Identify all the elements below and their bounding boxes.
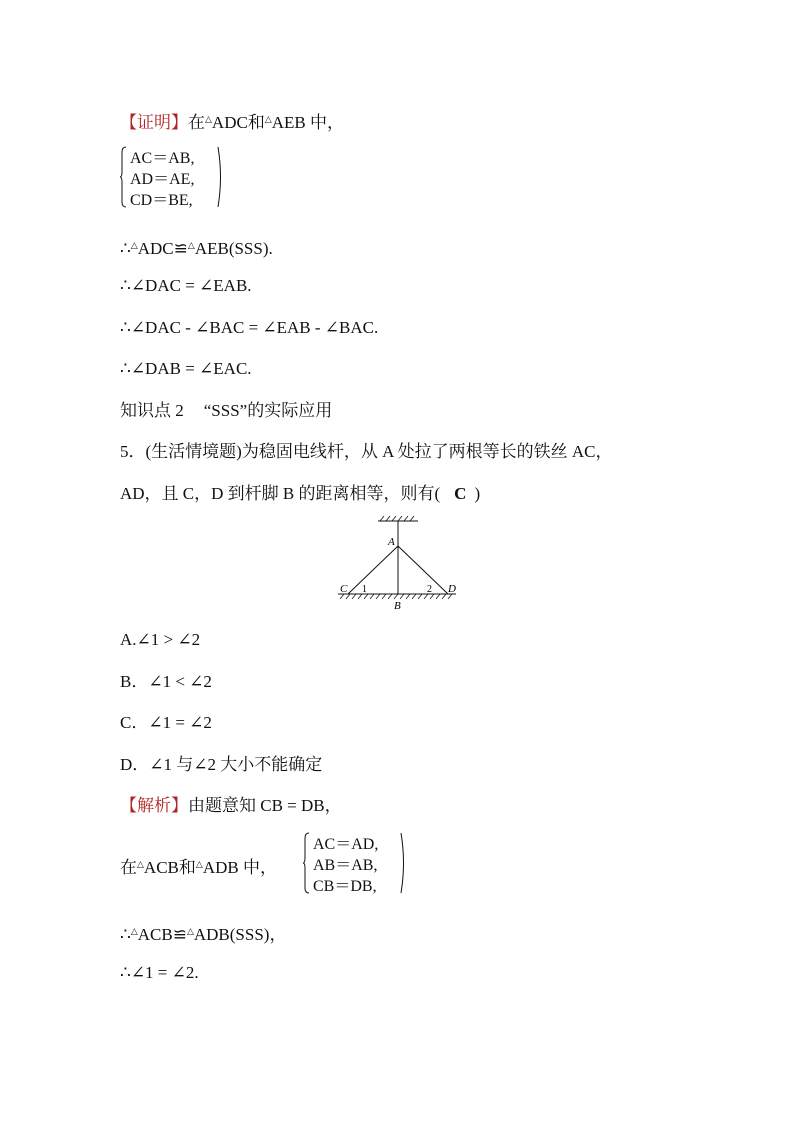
- right-paren-icon: [400, 832, 407, 894]
- proof-step: ∴△ADC≌△AEB(SSS).: [120, 239, 273, 258]
- proof-step: ∴∠DAB = ∠EAC.: [120, 359, 252, 378]
- option-c: C．∠1 = ∠2: [120, 713, 212, 732]
- equation-row: CB＝DB,: [313, 878, 377, 895]
- ground-line: [338, 594, 456, 599]
- triangle-icon: △: [137, 859, 144, 869]
- proof-step: ∴∠DAC - ∠BAC = ∠EAB - ∠BAC.: [120, 318, 379, 337]
- triangle-icon: △: [195, 859, 203, 869]
- proof-step: ∴∠DAC = ∠EAB.: [120, 276, 252, 295]
- analysis-conclusion: ∴△ACB≌△ADB(SSS)，: [120, 925, 287, 944]
- triangle-icon: △: [130, 240, 138, 250]
- triangle-icon: △: [186, 926, 194, 936]
- section-title: “SSS”的实际应用: [203, 401, 333, 420]
- right-paren-icon: [217, 146, 224, 208]
- label-d: D: [448, 583, 456, 595]
- wire-ad: [398, 546, 448, 594]
- triangle-icon: △: [187, 240, 195, 250]
- triangle-icon: △: [130, 926, 138, 936]
- ceiling-mount: [378, 516, 418, 521]
- left-brace-icon: [303, 832, 310, 894]
- equation-row: CD＝BE,: [130, 192, 193, 209]
- question-line-1: 5．(生活情境题)为稳固电线杆，从 A 处拉了两根等长的铁丝 AC，: [120, 442, 613, 461]
- analysis-final: ∴∠1 = ∠2.: [120, 963, 199, 982]
- label-angle-1: 1: [362, 584, 367, 595]
- analysis-tag: 【解析】: [120, 796, 188, 815]
- label-c: C: [340, 583, 348, 595]
- option-d: D．∠1 与∠2 大小不能确定: [120, 755, 323, 774]
- section-heading: [120, 400, 332, 422]
- proof-tag: 【证明】: [120, 113, 188, 132]
- equation-row: AC＝AD,: [313, 836, 379, 853]
- equation-row: AD＝AE,: [130, 171, 195, 188]
- label-b: B: [394, 600, 401, 612]
- label-a: A: [388, 536, 395, 548]
- triangle-icon: △: [264, 114, 272, 124]
- analysis-intro: 在△ACB和△ADB 中，: [120, 858, 277, 877]
- label-angle-2: 2: [427, 584, 432, 595]
- equation-row: AC＝AB,: [130, 150, 195, 167]
- option-b: B．∠1 < ∠2: [120, 672, 212, 691]
- option-a: A.∠1 > ∠2: [120, 630, 201, 649]
- left-brace-icon: [120, 146, 127, 208]
- answer-choice: C: [454, 484, 467, 503]
- analysis-heading: 【解析】由题意知 CB = DB，: [120, 796, 342, 815]
- pole-figure: [336, 515, 460, 613]
- section-label: 知识点 2: [120, 401, 184, 420]
- triangle-icon: △: [205, 114, 212, 124]
- wire-ac: [348, 546, 398, 594]
- question-line-2: AD，且 C，D 到杆脚 B 的距离相等，则有( C ): [120, 484, 481, 503]
- proof-heading: 【证明】在△ADC和△AEB 中，: [120, 113, 344, 132]
- equation-row: AB＝AB,: [313, 857, 378, 874]
